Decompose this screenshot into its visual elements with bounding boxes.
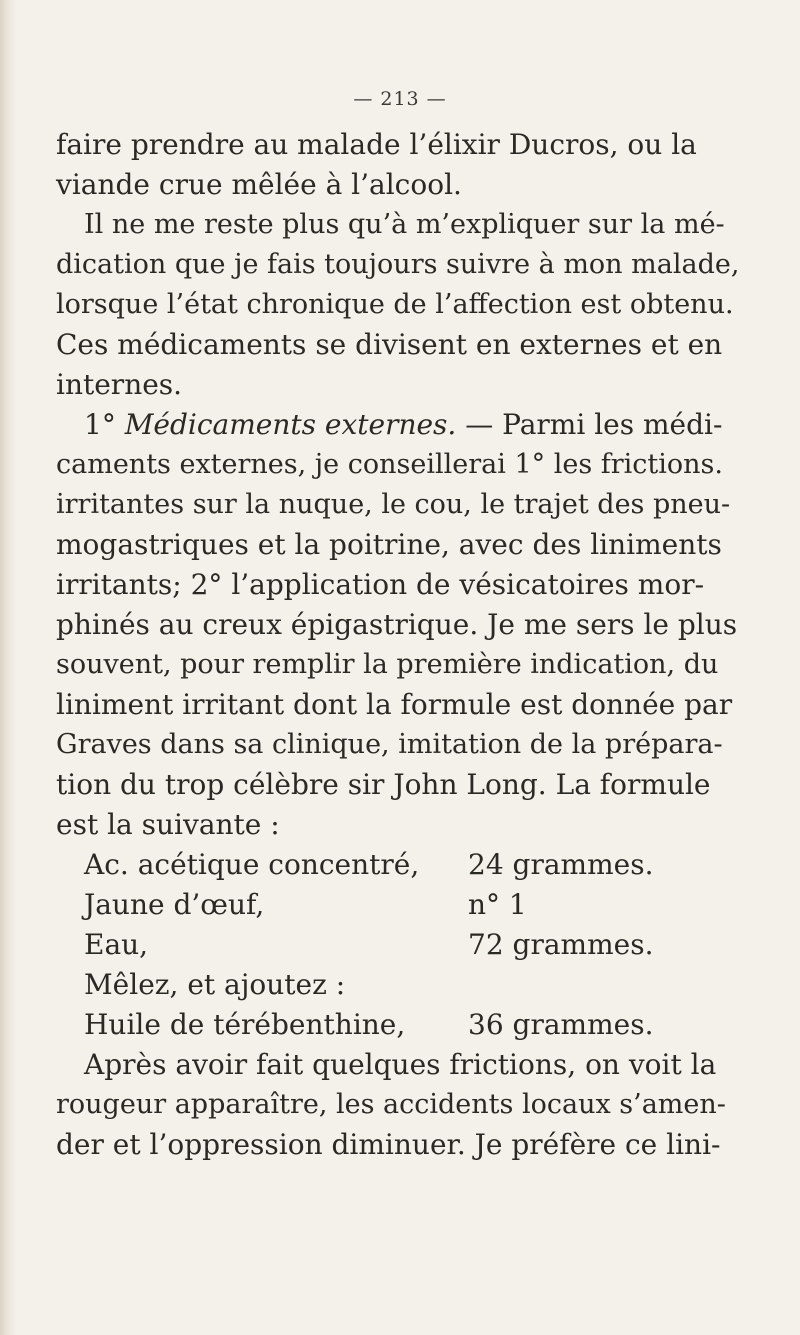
body-line: Graves dans sa clinique, imitation de la prépara- (56, 729, 723, 760)
page-edge (0, 0, 16, 1335)
formula-instruction: Mêlez, et ajoutez : (84, 968, 346, 1001)
body-line: liniment irritant dont la formule est donnée par (56, 688, 733, 721)
formula-quantity: 36 grammes. (468, 1008, 654, 1041)
body-line: est la suivante : (56, 808, 280, 841)
body-line: internes. (56, 368, 183, 401)
body-line: Il ne me reste plus qu’à m’expliquer sur la mé- (84, 209, 725, 240)
body-line: rougeur apparaître, les accidents locaux s’amen- (56, 1089, 726, 1120)
section-title: Médicaments externes. (124, 408, 457, 441)
body-line: tion du trop célèbre sir John Long. La formule (56, 768, 711, 801)
formula-quantity: 24 grammes. (468, 848, 654, 881)
section-heading-line (84, 408, 722, 442)
body-line: viande crue mêlée à l’alcool. (56, 168, 462, 201)
formula-quantity: 72 grammes. (468, 928, 654, 961)
body-line: dication que je fais toujours suivre à mon malade, (56, 249, 740, 280)
body-line: Ces médicaments se divisent en externes et en (56, 328, 723, 361)
body-line: irritantes sur la nuque, le cou, le trajet des pneu- (56, 489, 731, 520)
page-number: — 213 — (353, 88, 447, 110)
body-line: der et l’oppression diminuer. Je préfère ce lini- (56, 1128, 721, 1161)
formula-ingredient: Huile de térébenthine, (84, 1008, 406, 1041)
section-number: 1° (84, 408, 125, 441)
section-intro: — Parmi les médi- (456, 408, 723, 441)
body-line: faire prendre au malade l’élixir Ducros, ou la (56, 128, 697, 161)
formula-ingredient: Ac. acétique concentré, (84, 848, 420, 881)
body-line: mogastriques et la poitrine, avec des liniments (56, 528, 722, 561)
formula-ingredient: Eau, (84, 928, 149, 961)
body-line: Après avoir fait quelques frictions, on voit la (84, 1048, 717, 1081)
formula-ingredient: Jaune d’œuf, (84, 888, 265, 921)
body-line: lorsque l’état chronique de l’affection est obtenu. (56, 289, 734, 320)
formula-quantity: n° 1 (468, 888, 527, 921)
body-line: caments externes, je conseillerai 1° les frictions. (56, 449, 723, 480)
body-line: souvent, pour remplir la première indication, du (56, 649, 719, 680)
body-line: phinés au creux épigastrique. Je me sers le plus (56, 608, 738, 641)
body-line: irritants; 2° l’application de vésicatoires mor- (56, 568, 705, 601)
